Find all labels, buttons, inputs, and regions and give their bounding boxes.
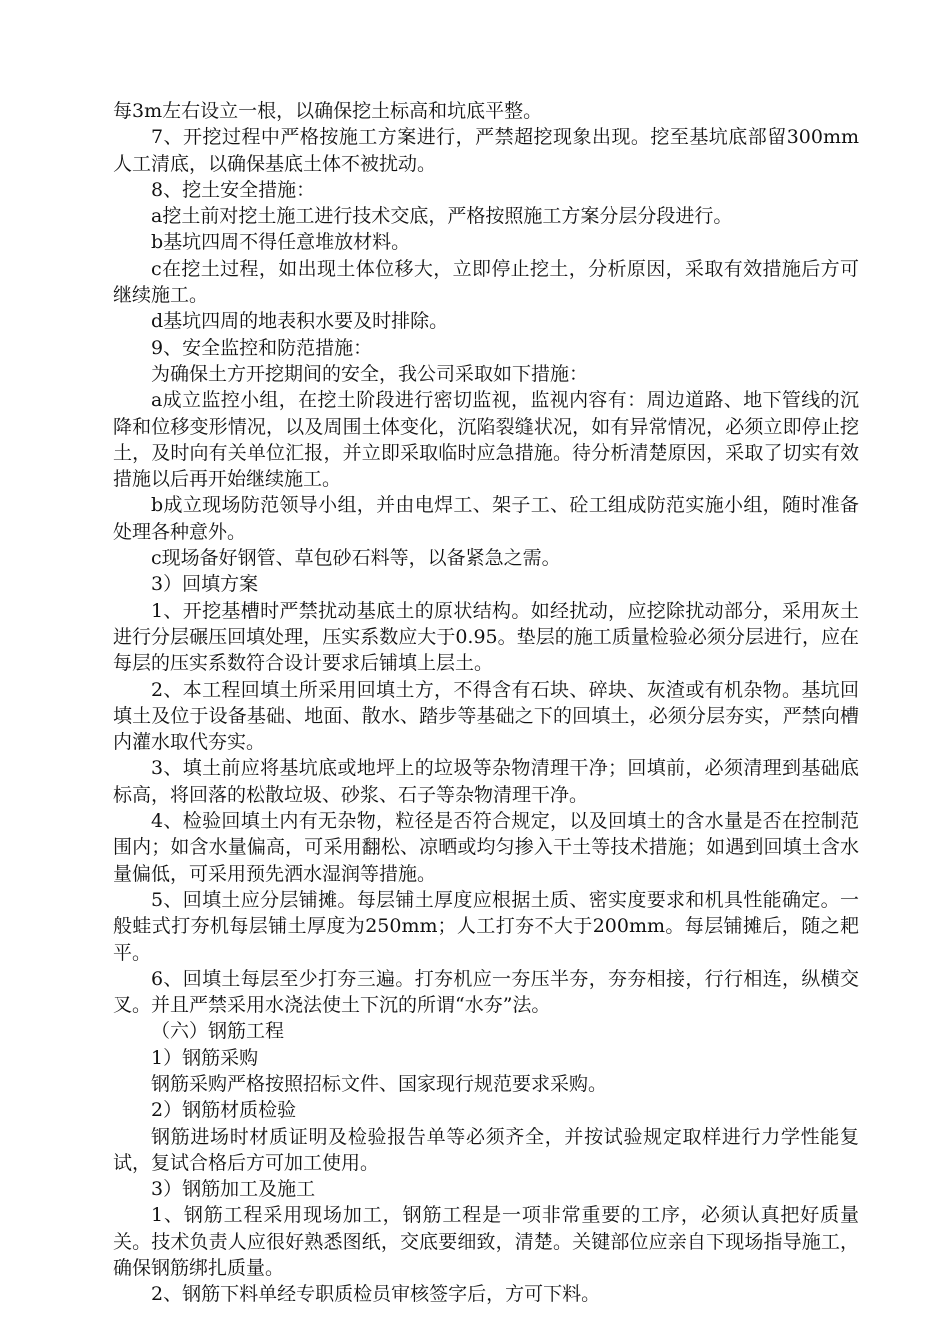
chapter-heading-rebar: （六）钢筋工程 bbox=[151, 1020, 285, 1043]
paragraph-rebar-processing-1: 1、钢筋工程采用现场加工，钢筋工程是一项非常重要的工序，必须认真把好质量关。技术负责人应很好熟悉图纸，交底要细致，清楚。关键部位应亲自下现场指导施工，确保钢筋绑扎质量。 bbox=[113, 1204, 859, 1280]
paragraph-item-9b: b成立现场防范领导小组，并由电焊工、架子工、砼工组成防范实施小组，随时准备处理各种意外。 bbox=[113, 494, 859, 543]
paragraph-backfill-6: 6、回填土每层至少打夯三遍。打夯机应一夯压半夯，夯夯相接，行行相连，纵横交叉。并且严禁采用水浇法使土下沉的所谓“水夯”法。 bbox=[113, 967, 859, 1017]
paragraph-rebar-processing-2: 2、钢筋下料单经专职质检员审核签字后，方可下料。 bbox=[151, 1283, 601, 1306]
paragraph-item-8c: c在挖土过程，如出现土体位移大，立即停止挖土，分析原因，采取有效措施后方可继续施工。 bbox=[113, 257, 859, 307]
section-heading-backfill: 3）回填方案 bbox=[151, 573, 259, 596]
paragraph-continuation: 每3m左右设立一根，以确保挖土标高和坑底平整。 bbox=[113, 100, 543, 122]
paragraph-backfill-1: 1、开挖基槽时严禁扰动基底土的原状结构。如经扰动，应挖除扰动部分，采用灰土进行分层碾压回填处理，压实系数应大于0.95。垫层的施工质量检验必须分层进行，应在每层的压实系数符合设计要求后铺填上层土。 bbox=[113, 599, 859, 675]
paragraph-item-8d: d基坑四周的地表积水要及时排除。 bbox=[151, 310, 449, 333]
paragraph-backfill-2: 2、本工程回填土所采用回填土方，不得含有石块、碎块、灰渣或有机杂物。基坑回填土及位于设备基础、地面、散水、踏步等基础之下的回填土，必须分层夯实，严禁向槽内灌水取代夯实。 bbox=[113, 678, 859, 754]
section-heading-rebar-inspection: 2）钢筋材质检验 bbox=[151, 1099, 297, 1122]
section-heading-rebar-procurement: 1）钢筋采购 bbox=[151, 1046, 259, 1069]
paragraph-rebar-procurement: 钢筋采购严格按照招标文件、国家现行规范要求采购。 bbox=[151, 1072, 608, 1095]
paragraph-backfill-4: 4、检验回填土内有无杂物，粒径是否符合规定，以及回填土的含水量是否在控制范围内；如含水量偏高，可采用翻松、凉晒或均匀掺入干土等技术措施；如遇到回填土含水量偏低，可采用预先洒水湿润等措施。 bbox=[113, 810, 859, 885]
paragraph-item-9-heading: 9、安全监控和防范措施： bbox=[151, 336, 373, 359]
paragraph-item-9c: c现场备好钢管、草包砂石料等，以备紧急之需。 bbox=[151, 547, 561, 570]
paragraph-item-7: 7、开挖过程中严格按施工方案进行，严禁超挖现象出现。挖至基坑底部留300mm人工清底，以确保基底土体不被扰动。 bbox=[113, 126, 859, 175]
document-page bbox=[113, 98, 859, 1308]
paragraph-rebar-inspection: 钢筋进场时材质证明及检验报告单等必须齐全，并按试验规定取样进行力学性能复试，复试合格后方可加工使用。 bbox=[113, 1125, 859, 1174]
paragraph-backfill-5: 5、回填土应分层铺摊。每层铺土厚度应根据土质、密实度要求和机具性能确定。一般蛙式打夯机每层铺土厚度为250mm；人工打夯不大于200mm。每层铺摊后，随之耙平。 bbox=[113, 888, 859, 964]
paragraph-item-8b: b基坑四周不得任意堆放材料。 bbox=[151, 231, 411, 254]
paragraph-item-9a: a成立监控小组，在挖土阶段进行密切监视，监视内容有：周边道路、地下管线的沉降和位移变形情况，以及周围土体变化，沉陷裂缝状况，如有异常情况，必须立即停止挖土，及时向有关单位汇报，并立即采取临时应急措施。待分析清楚原因，采取了切实有效措施以后再开始继续施工。 bbox=[113, 389, 859, 491]
paragraph-item-8a: a挖土前对挖土施工进行技术交底，严格按照施工方案分层分段进行。 bbox=[151, 205, 733, 228]
section-heading-rebar-processing: 3）钢筋加工及施工 bbox=[151, 1178, 316, 1201]
paragraph-item-8-heading: 8、挖土安全措施： bbox=[151, 178, 316, 201]
paragraph-item-9-intro: 为确保土方开挖期间的安全，我公司采取如下措施： bbox=[151, 362, 589, 385]
paragraph-backfill-3: 3、填土前应将基坑底或地坪上的垃圾等杂物清理干净；回填前，必须清理到基础底标高，将回落的松散垃圾、砂浆、石子等杂物清理干净。 bbox=[113, 757, 859, 806]
